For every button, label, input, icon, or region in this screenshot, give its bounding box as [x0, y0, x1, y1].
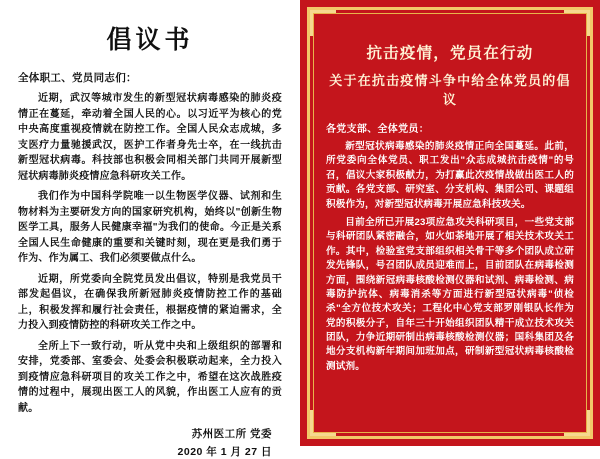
right-salutation: 各党支部、全体党员： [326, 124, 429, 135]
right-body [326, 140, 574, 374]
left-title: 倡议书 [106, 27, 194, 54]
right-poster-panel [300, 0, 600, 446]
right-paragraph: 新型冠状病毒感染的肺炎疫情正向全国蔓延。此前，所党委向全体党员、职工发出"众志成城抗击疫情"的号召，倡议大家积极献力，为打赢此次疫情战做出医工人的贡献。各党支部、研究室、分支机构、集团公司、课题组积极作为，对新型冠状病毒开展应急科技攻关。 [326, 141, 574, 210]
right-paragraph: 目前全所已开展23项应急攻关科研项目，一些党支部与科研团队紧密融合，如火如荼地开展了相关技术攻关工作。其中，检验室党支部组织相关骨干等多个团队成立研发先锋队，号召团队成员迎难而上，目前团队在病毒检测方面，围绕新冠病毒核酸检测仪器和试剂、病毒检测、病毒防护抗体、病毒消杀等方面进行新型冠状病毒"侦检杀"全方位技术攻关；工程化中心党支部罗刚银队长作为党的积极分子，自年三十开始组织团队精干成立技术攻关团队，力争近期研制出病毒核酸检测仪器；国科集团及各地分支机构新年期间加班加点，研制新型冠状病毒核酸检测试剂。 [326, 216, 574, 372]
right-content [309, 9, 591, 437]
left-proposal-panel [0, 0, 300, 458]
left-paragraph: 全所上下一致行动，听从党中央和上级组织的部署和安排，党委部、室委会、处委会积极联动起来，全力投入到疫情应急科研项目的攻关工作之中，希望在这次战胜疫情的过程中，展现出医工人的风貌，作出医工人应有的贡献。 [18, 340, 282, 414]
left-paragraph: 近期，所党委向全院党员发出倡议，特别是我党员干部发起倡议，在确保我所新冠肺炎疫情防控工作的基础上，积极发挥和履行社会责任，根据疫情的紧迫需求，全力投入到疫情防控的科研攻关工作之中。 [18, 273, 282, 331]
left-salutation: 全体职工、党员同志们： [18, 72, 137, 84]
right-title-line1: 抗击疫情，党员在行动 [366, 45, 534, 62]
left-body [18, 91, 282, 416]
left-paragraph: 近期，武汉等城市发生的新型冠状病毒感染的肺炎疫情正在蔓延，牵动着全国人民的心。以习近平为核心的党中央高度重视疫情就在防控工作。全国人民众志成城，多支医疗力量驰援武汉，医护工作者身先士卒，在一线抗击新型冠状病毒。科技部也积极会同相关部门共同开展新型冠状病毒肺炎疫情应急科研攻关工作。 [18, 93, 282, 182]
left-signature [18, 426, 282, 459]
left-paragraph: 我们作为中国科学院唯一以生物医学仪器、试剂和生物材料为主要研发方向的国家研究机构，始终以"创新生物医学工具，服务人民健康幸福"为我们的使命。今正是关系全国人民生命健康的重要和关键时刻，现在更是我们勇于作为、作为属工、我们必须要做点什么。 [18, 191, 282, 264]
signature-organization: 苏州医工所 党委 [191, 428, 272, 440]
signature-date: 2020 年 1 月 27 日 [177, 446, 272, 458]
right-title-line2: 关于在抗击疫情斗争中给全体党员的倡议 [329, 73, 571, 107]
